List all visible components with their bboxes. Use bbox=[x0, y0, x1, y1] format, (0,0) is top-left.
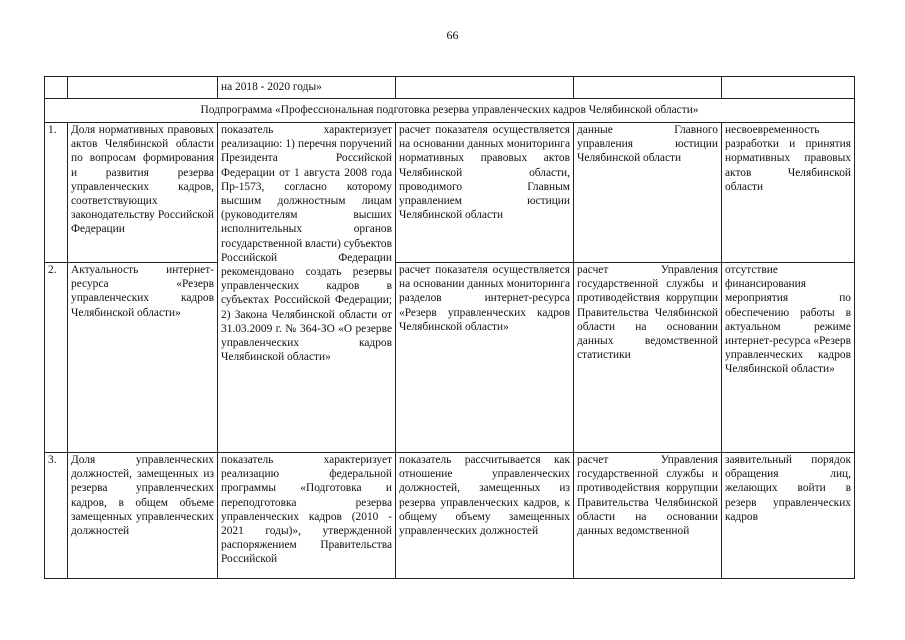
calculation-method: расчет показателя осуществляется на основании данных мониторинга разделов интернет-ресурса «Резерв управленческих кадров Челябинской области» bbox=[396, 263, 574, 453]
calculation-method: показатель рассчитывается как отношение управленческих должностей, замещенных из резерва управленческих кадров, к общему объему замещенных управленческих должностей bbox=[396, 453, 574, 579]
risk-factor: отсутствие финансирования мероприятия по обеспечению работы в актуальном режиме интернет-ресурса «Резерв управленческих кадров Челябинской области» bbox=[722, 263, 855, 453]
data-source: расчет Управления государственной службы и противодействия коррупции Правительства Челябинской области на основании данных ведомственной статистики bbox=[574, 263, 722, 453]
data-source: расчет Управления государственной службы и противодействия коррупции Правительства Челябинской области на основании данных ведомственной bbox=[574, 453, 722, 579]
risk-factor: заявительный порядок обращения лиц, желающих войти в резерв управленческих кадров bbox=[722, 453, 855, 579]
table-row bbox=[45, 123, 855, 263]
row-number: 1. bbox=[45, 123, 68, 263]
row-number: 2. bbox=[45, 263, 68, 453]
subprogram-row bbox=[45, 99, 855, 123]
period-fragment: на 2018 - 2020 годы» bbox=[218, 77, 396, 99]
data-source: данные Главного управления юстиции Челябинской области bbox=[574, 123, 722, 263]
table-row bbox=[45, 453, 855, 579]
indicator-description: показатель характеризует реализацию: 1) перечня поручений Президента Российской Федерации от 1 августа 2008 года Пр-1573, согласно которому высшим должностным лицам (руководителям высших исполнительных органов государственной власти) субъектов Российской Федерации рекомендовано создать резервы управленческих кадров в субъектах Российской Федерации; 2) Закона Челябинской области от 31.03.2009 г. № 364-ЗО «О резерве управленческих кадров Челябинской области» bbox=[218, 123, 396, 453]
page-number: 66 bbox=[446, 28, 459, 42]
table-row bbox=[45, 263, 855, 453]
indicator-name: Актуальность интернет-ресурса «Резерв управленческих кадров Челябинской области» bbox=[68, 263, 218, 453]
table-header-fragment-row bbox=[45, 77, 855, 99]
subprogram-title: Подпрограмма «Профессиональная подготовка резерва управленческих кадров Челябинской области» bbox=[45, 99, 855, 123]
indicator-name: Доля управленческих должностей, замещенных из резерва управленческих кадров, в общем объеме замещенных управленческих должностей bbox=[68, 453, 218, 579]
indicator-description: показатель характеризует реализацию федеральной программы «Подготовка и переподготовка резерва управленческих кадров (2010 - 2021 годы)», утвержденной распоряжением Правительства Российской bbox=[218, 453, 396, 579]
indicators-table bbox=[44, 76, 855, 579]
row-number: 3. bbox=[45, 453, 68, 579]
risk-factor: несвоевременность разработки и принятия нормативных правовых актов Челябинской области bbox=[722, 123, 855, 263]
indicator-name: Доля нормативных правовых актов Челябинской области по вопросам формирования и развития резерва управленческих кадров, соответствующих законодательству Российской Федерации bbox=[68, 123, 218, 263]
calculation-method: расчет показателя осуществляется на основании данных мониторинга нормативных правовых актов Челябинской области, проводимого Главным управлением юстиции Челябинской области bbox=[396, 123, 574, 263]
